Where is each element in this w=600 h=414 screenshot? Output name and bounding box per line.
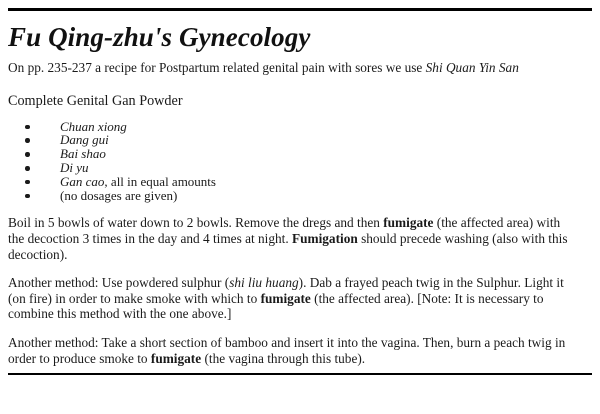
method-bamboo-text-2: (the vagina through this tube).: [201, 350, 366, 366]
method-sulphur-text-2: ). Dab a frayed peach twig in the Sulphur. Light it (on fire) in order to make smoke with which to: [8, 275, 564, 306]
ingredient-list: [8, 120, 592, 203]
document-page: [0, 8, 600, 414]
list-item: [8, 147, 592, 161]
list-item: [8, 133, 592, 147]
top-horizontal-rule: [8, 8, 592, 11]
page-title: Fu Qing-zhu's Gynecology: [8, 22, 311, 52]
ingredient-name: Bai shao: [60, 146, 106, 162]
ingredient-name: Dang gui: [60, 132, 109, 148]
sulphur-term-italic: shi liu huang: [229, 275, 299, 291]
ingredient-name: Chuan xiong: [60, 118, 127, 134]
method-sulphur-paragraph: [8, 275, 572, 322]
preparation-text-1: Boil in 5 bowls of water down to 2 bowls. Remove the dregs and then: [8, 215, 384, 231]
list-item: [8, 161, 592, 175]
source-reference-text: On pp. 235-237 a recipe for Postpartum related genital pain with sores we use: [8, 60, 426, 76]
source-reference-paragraph: [8, 60, 576, 76]
emphasis-fumigate: fumigate: [150, 350, 202, 366]
emphasis-fumigation: Fumigation: [291, 231, 358, 247]
list-item: [8, 120, 592, 134]
preparation-text-3: should precede washing (also with this decoction).: [8, 231, 568, 262]
bottom-horizontal-rule: [8, 373, 592, 375]
formula-name-italic: Shi Quan Yin San: [425, 60, 519, 76]
method-sulphur-text-1: Another method: Use powdered sulphur (: [8, 275, 230, 291]
ingredient-name: Di yu: [60, 160, 89, 176]
preparation-text-2: (the affected area) with the decoction 3 times in the day and 4 times at night.: [8, 215, 561, 247]
method-sulphur-text-3: (the affected area). [Note: It is necessary to combine this method with the one above.]: [8, 290, 544, 322]
section-heading-formula: Complete Genital Gan Powder: [8, 92, 183, 109]
ingredient-note: (no dosages are given): [60, 187, 178, 203]
ingredient-note: , all in equal amounts: [104, 173, 216, 189]
list-item: [8, 189, 592, 203]
list-item: [8, 175, 592, 189]
ingredient-name: Gan cao: [60, 173, 105, 189]
emphasis-fumigate: fumigate: [260, 290, 311, 306]
preparation-paragraph: [8, 215, 572, 262]
method-bamboo-text-1: Another method: Take a short section of bamboo and insert it into the vagina. Then, burn a peach twig in order to produce smoke to: [8, 335, 566, 366]
emphasis-fumigate: fumigate: [383, 215, 434, 231]
method-bamboo-paragraph: [8, 335, 572, 366]
